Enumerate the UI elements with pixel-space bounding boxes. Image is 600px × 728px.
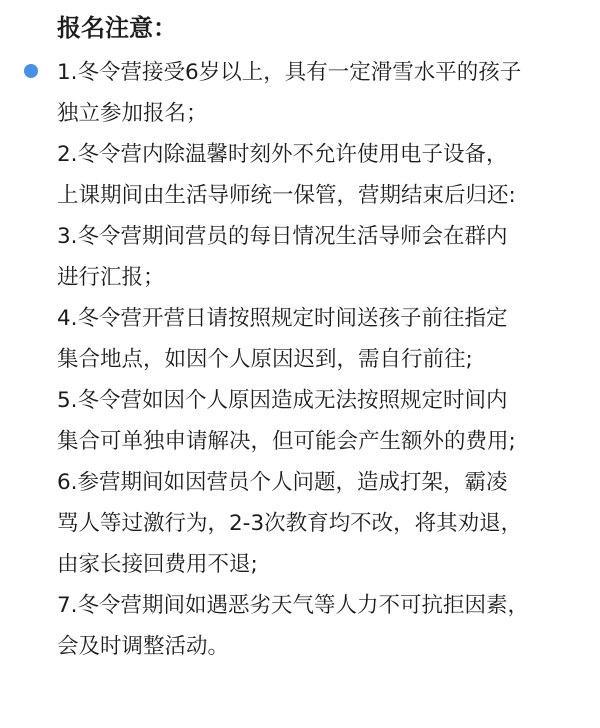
- bullet-dot-icon: [24, 64, 38, 78]
- note-line: 由家长接回费用不退;: [57, 552, 258, 577]
- note-item: [57, 52, 587, 134]
- note-item: [57, 298, 587, 380]
- note-item: [57, 380, 587, 462]
- note-line: 上课期间由生活导师统一保管，营期结束后归还:: [57, 183, 516, 208]
- notes-list: [57, 52, 587, 667]
- note-line: 4.冬令营开营日请按照规定时间送孩子前往指定: [57, 306, 508, 331]
- note-line: 集合地点，如因个人原因迟到，需自行前往;: [57, 347, 473, 372]
- note-line: 1.冬令营接受6岁以上，具有一定滑雪水平的孩子: [57, 60, 522, 85]
- note-line: 6.参营期间如因营员个人问题，造成打架，霸凌: [57, 470, 508, 495]
- note-item: [57, 216, 587, 298]
- note-line: 2.冬令营内除温馨时刻外不允许使用电子设备，: [57, 142, 508, 167]
- note-line: 3.冬令营期间营员的每日情况生活导师会在群内: [57, 224, 508, 249]
- note-line: 进行汇报；: [57, 265, 165, 290]
- note-line: 骂人等过激行为，2-3次教育均不改，将其劝退，: [57, 511, 523, 536]
- note-item: [57, 462, 587, 585]
- note-item: [57, 585, 587, 667]
- note-line: 5.冬令营如因个人原因造成无法按照规定时间内: [57, 388, 508, 413]
- note-line: 独立参加报名；: [57, 101, 208, 126]
- note-line: 会及时调整活动。: [57, 634, 230, 659]
- note-line: 集合可单独申请解决，但可能会产生额外的费用;: [57, 429, 516, 454]
- note-item: [57, 134, 587, 216]
- note-line: 7.冬令营期间如遇恶劣天气等人力不可抗拒因素，: [57, 593, 530, 618]
- page-title: 报名注意：: [57, 14, 177, 42]
